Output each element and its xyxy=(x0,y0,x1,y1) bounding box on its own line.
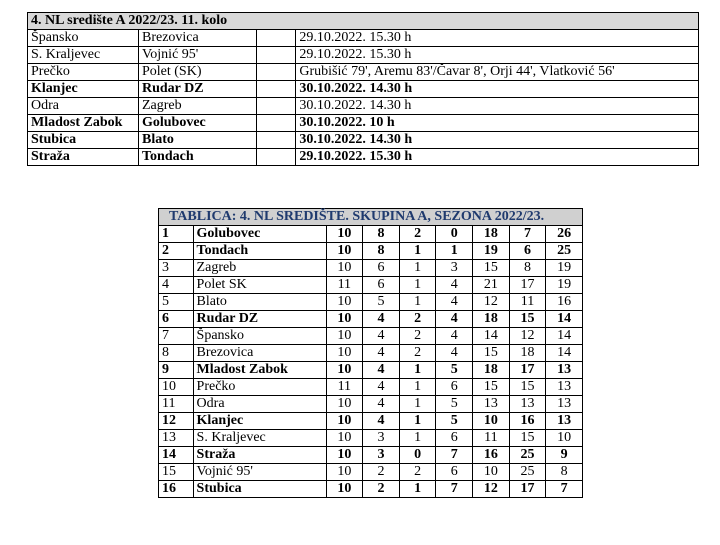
result-row xyxy=(28,98,699,115)
standing-team: Blato xyxy=(193,294,326,311)
standing-goals-against: 15 xyxy=(509,311,546,328)
standing-draws: 2 xyxy=(399,345,436,362)
result-info: 30.10.2022. 10 h xyxy=(296,115,699,132)
standing-goals-against: 18 xyxy=(509,345,546,362)
standing-goals-for: 15 xyxy=(473,260,510,277)
standing-team: Brezovica xyxy=(193,345,326,362)
standing-losses: 6 xyxy=(436,430,473,447)
standing-draws: 2 xyxy=(399,311,436,328)
standing-points: 25 xyxy=(546,243,583,260)
standing-goals-for: 14 xyxy=(473,328,510,345)
result-away-team: Blato xyxy=(138,132,256,149)
standing-position: 16 xyxy=(159,481,194,498)
standing-played: 10 xyxy=(326,362,363,379)
standing-losses: 6 xyxy=(436,379,473,396)
standing-draws: 0 xyxy=(399,447,436,464)
standings-row xyxy=(159,345,583,362)
standing-team: Špansko xyxy=(193,328,326,345)
results-title: 4. NL središte A 2022/23. 11. kolo xyxy=(28,13,699,30)
standing-goals-for: 18 xyxy=(473,226,510,243)
standing-points: 19 xyxy=(546,277,583,294)
standing-draws: 2 xyxy=(399,464,436,481)
standing-wins: 2 xyxy=(363,481,400,498)
standing-goals-for: 12 xyxy=(473,294,510,311)
standing-wins: 4 xyxy=(363,413,400,430)
standing-played: 10 xyxy=(326,294,363,311)
standing-draws: 1 xyxy=(399,379,436,396)
standing-goals-against: 7 xyxy=(509,226,546,243)
standings-row xyxy=(159,260,583,277)
standing-wins: 8 xyxy=(363,226,400,243)
standing-goals-against: 15 xyxy=(509,379,546,396)
standing-team: Zagreb xyxy=(193,260,326,277)
standing-wins: 5 xyxy=(363,294,400,311)
standings-row xyxy=(159,481,583,498)
standing-played: 10 xyxy=(326,396,363,413)
result-spacer xyxy=(257,149,296,166)
standings-row xyxy=(159,311,583,328)
standing-points: 13 xyxy=(546,413,583,430)
standing-points: 13 xyxy=(546,396,583,413)
standing-position: 12 xyxy=(159,413,194,430)
standing-goals-against: 13 xyxy=(509,396,546,413)
standing-wins: 3 xyxy=(363,430,400,447)
standing-draws: 1 xyxy=(399,294,436,311)
standing-draws: 1 xyxy=(399,430,436,447)
standing-goals-against: 25 xyxy=(509,464,546,481)
result-away-team: Tondach xyxy=(138,149,256,166)
standing-goals-for: 18 xyxy=(473,362,510,379)
result-spacer xyxy=(257,47,296,64)
standing-position: 2 xyxy=(159,243,194,260)
standing-played: 10 xyxy=(326,413,363,430)
standing-position: 15 xyxy=(159,464,194,481)
standing-played: 10 xyxy=(326,464,363,481)
standing-played: 10 xyxy=(326,328,363,345)
standing-goals-against: 17 xyxy=(509,277,546,294)
standing-position: 9 xyxy=(159,362,194,379)
result-info: 29.10.2022. 15.30 h xyxy=(296,149,699,166)
standing-wins: 3 xyxy=(363,447,400,464)
standing-position: 5 xyxy=(159,294,194,311)
result-info: 29.10.2022. 15.30 h xyxy=(296,30,699,47)
standing-wins: 4 xyxy=(363,345,400,362)
standing-wins: 6 xyxy=(363,277,400,294)
result-row xyxy=(28,47,699,64)
standings-table xyxy=(158,208,583,498)
standing-losses: 1 xyxy=(436,243,473,260)
standing-wins: 2 xyxy=(363,464,400,481)
standing-team: Klanjec xyxy=(193,413,326,430)
standing-wins: 4 xyxy=(363,396,400,413)
standing-goals-against: 12 xyxy=(509,328,546,345)
standing-team: Odra xyxy=(193,396,326,413)
standing-team: Mladost Zabok xyxy=(193,362,326,379)
standing-goals-against: 17 xyxy=(509,362,546,379)
standing-goals-against: 15 xyxy=(509,430,546,447)
standing-points: 19 xyxy=(546,260,583,277)
standing-goals-for: 15 xyxy=(473,345,510,362)
standings-title: TABLICA: 4. NL SREDIŠTE. SKUPINA A, SEZONA 2022/23. xyxy=(159,209,583,226)
standing-wins: 6 xyxy=(363,260,400,277)
standing-draws: 1 xyxy=(399,396,436,413)
standing-goals-for: 19 xyxy=(473,243,510,260)
standing-wins: 4 xyxy=(363,311,400,328)
standing-position: 14 xyxy=(159,447,194,464)
standing-played: 10 xyxy=(326,243,363,260)
result-info: 30.10.2022. 14.30 h xyxy=(296,98,699,115)
standing-team: Stubica xyxy=(193,481,326,498)
standing-team: Tondach xyxy=(193,243,326,260)
standing-goals-for: 13 xyxy=(473,396,510,413)
standings-title-row xyxy=(159,209,583,226)
standing-team: Golubovec xyxy=(193,226,326,243)
standing-losses: 5 xyxy=(436,396,473,413)
standing-played: 11 xyxy=(326,277,363,294)
standing-wins: 4 xyxy=(363,362,400,379)
standing-losses: 3 xyxy=(436,260,473,277)
result-away-team: Vojnić 95' xyxy=(138,47,256,64)
standing-goals-for: 11 xyxy=(473,430,510,447)
standings-row xyxy=(159,396,583,413)
results-title-row xyxy=(28,13,699,30)
standing-losses: 7 xyxy=(436,447,473,464)
result-home-team: Klanjec xyxy=(28,81,139,98)
standing-losses: 4 xyxy=(436,294,473,311)
standings-row xyxy=(159,277,583,294)
standing-goals-against: 25 xyxy=(509,447,546,464)
result-away-team: Brezovica xyxy=(138,30,256,47)
standing-position: 1 xyxy=(159,226,194,243)
standing-position: 13 xyxy=(159,430,194,447)
standing-points: 14 xyxy=(546,328,583,345)
result-spacer xyxy=(257,132,296,149)
result-away-team: Polet (SK) xyxy=(138,64,256,81)
standing-goals-for: 21 xyxy=(473,277,510,294)
standings-body xyxy=(159,209,583,498)
standing-position: 8 xyxy=(159,345,194,362)
standing-goals-for: 18 xyxy=(473,311,510,328)
standing-draws: 1 xyxy=(399,277,436,294)
standing-points: 10 xyxy=(546,430,583,447)
standing-played: 10 xyxy=(326,345,363,362)
standings-row xyxy=(159,447,583,464)
result-home-team: Odra xyxy=(28,98,139,115)
result-row xyxy=(28,115,699,132)
result-away-team: Zagreb xyxy=(138,98,256,115)
standing-played: 11 xyxy=(326,379,363,396)
standing-draws: 1 xyxy=(399,362,436,379)
standings-row xyxy=(159,243,583,260)
standing-team: Vojnić 95' xyxy=(193,464,326,481)
standing-team: Straža xyxy=(193,447,326,464)
results-table xyxy=(27,12,699,166)
standing-played: 10 xyxy=(326,260,363,277)
standings-row xyxy=(159,226,583,243)
standings-row xyxy=(159,379,583,396)
standing-wins: 4 xyxy=(363,328,400,345)
standing-goals-against: 8 xyxy=(509,260,546,277)
standing-team: Rudar DZ xyxy=(193,311,326,328)
result-row xyxy=(28,64,699,81)
standing-position: 11 xyxy=(159,396,194,413)
standing-points: 14 xyxy=(546,311,583,328)
standing-goals-against: 16 xyxy=(509,413,546,430)
result-spacer xyxy=(257,81,296,98)
result-row xyxy=(28,132,699,149)
standing-wins: 8 xyxy=(363,243,400,260)
standing-losses: 5 xyxy=(436,413,473,430)
standings-row xyxy=(159,294,583,311)
standing-played: 10 xyxy=(326,311,363,328)
standing-points: 13 xyxy=(546,362,583,379)
standing-wins: 4 xyxy=(363,379,400,396)
standing-losses: 4 xyxy=(436,345,473,362)
standing-points: 14 xyxy=(546,345,583,362)
result-info: 30.10.2022. 14.30 h xyxy=(296,81,699,98)
result-row xyxy=(28,149,699,166)
standing-team: S. Kraljevec xyxy=(193,430,326,447)
standing-goals-against: 11 xyxy=(509,294,546,311)
standing-position: 7 xyxy=(159,328,194,345)
standing-draws: 1 xyxy=(399,481,436,498)
standing-points: 8 xyxy=(546,464,583,481)
standing-points: 9 xyxy=(546,447,583,464)
standing-points: 26 xyxy=(546,226,583,243)
standing-goals-for: 16 xyxy=(473,447,510,464)
standing-position: 3 xyxy=(159,260,194,277)
standing-team: Polet SK xyxy=(193,277,326,294)
standings-row xyxy=(159,362,583,379)
standing-losses: 4 xyxy=(436,328,473,345)
standing-played: 10 xyxy=(326,481,363,498)
standing-draws: 1 xyxy=(399,260,436,277)
standing-losses: 4 xyxy=(436,311,473,328)
standing-losses: 4 xyxy=(436,277,473,294)
standing-points: 7 xyxy=(546,481,583,498)
standings-row xyxy=(159,430,583,447)
standing-draws: 2 xyxy=(399,328,436,345)
standing-goals-against: 17 xyxy=(509,481,546,498)
result-spacer xyxy=(257,64,296,81)
standing-position: 6 xyxy=(159,311,194,328)
result-away-team: Golubovec xyxy=(138,115,256,132)
standing-draws: 2 xyxy=(399,226,436,243)
result-home-team: S. Kraljevec xyxy=(28,47,139,64)
result-info: Grubišić 79', Aremu 83'/Čavar 8', Orji 44', Vlatković 56' xyxy=(296,64,699,81)
standing-position: 10 xyxy=(159,379,194,396)
result-row xyxy=(28,81,699,98)
result-spacer xyxy=(257,98,296,115)
standing-points: 13 xyxy=(546,379,583,396)
result-home-team: Mladost Zabok xyxy=(28,115,139,132)
results-body xyxy=(28,13,699,166)
standing-losses: 5 xyxy=(436,362,473,379)
result-home-team: Stubica xyxy=(28,132,139,149)
standing-played: 10 xyxy=(326,226,363,243)
result-spacer xyxy=(257,115,296,132)
standing-position: 4 xyxy=(159,277,194,294)
standings-row xyxy=(159,464,583,481)
standing-goals-for: 15 xyxy=(473,379,510,396)
standing-losses: 7 xyxy=(436,481,473,498)
result-info: 29.10.2022. 15.30 h xyxy=(296,47,699,64)
standing-goals-for: 10 xyxy=(473,413,510,430)
result-home-team: Straža xyxy=(28,149,139,166)
result-info: 30.10.2022. 14.30 h xyxy=(296,132,699,149)
result-row xyxy=(28,30,699,47)
result-home-team: Špansko xyxy=(28,30,139,47)
standing-goals-for: 10 xyxy=(473,464,510,481)
standing-losses: 0 xyxy=(436,226,473,243)
standing-team: Prečko xyxy=(193,379,326,396)
standing-goals-against: 6 xyxy=(509,243,546,260)
standing-draws: 1 xyxy=(399,243,436,260)
standing-played: 10 xyxy=(326,430,363,447)
standings-row xyxy=(159,413,583,430)
result-away-team: Rudar DZ xyxy=(138,81,256,98)
result-home-team: Prečko xyxy=(28,64,139,81)
standing-draws: 1 xyxy=(399,413,436,430)
standing-points: 16 xyxy=(546,294,583,311)
result-spacer xyxy=(257,30,296,47)
standing-goals-for: 12 xyxy=(473,481,510,498)
standing-played: 10 xyxy=(326,447,363,464)
standing-losses: 6 xyxy=(436,464,473,481)
standings-row xyxy=(159,328,583,345)
